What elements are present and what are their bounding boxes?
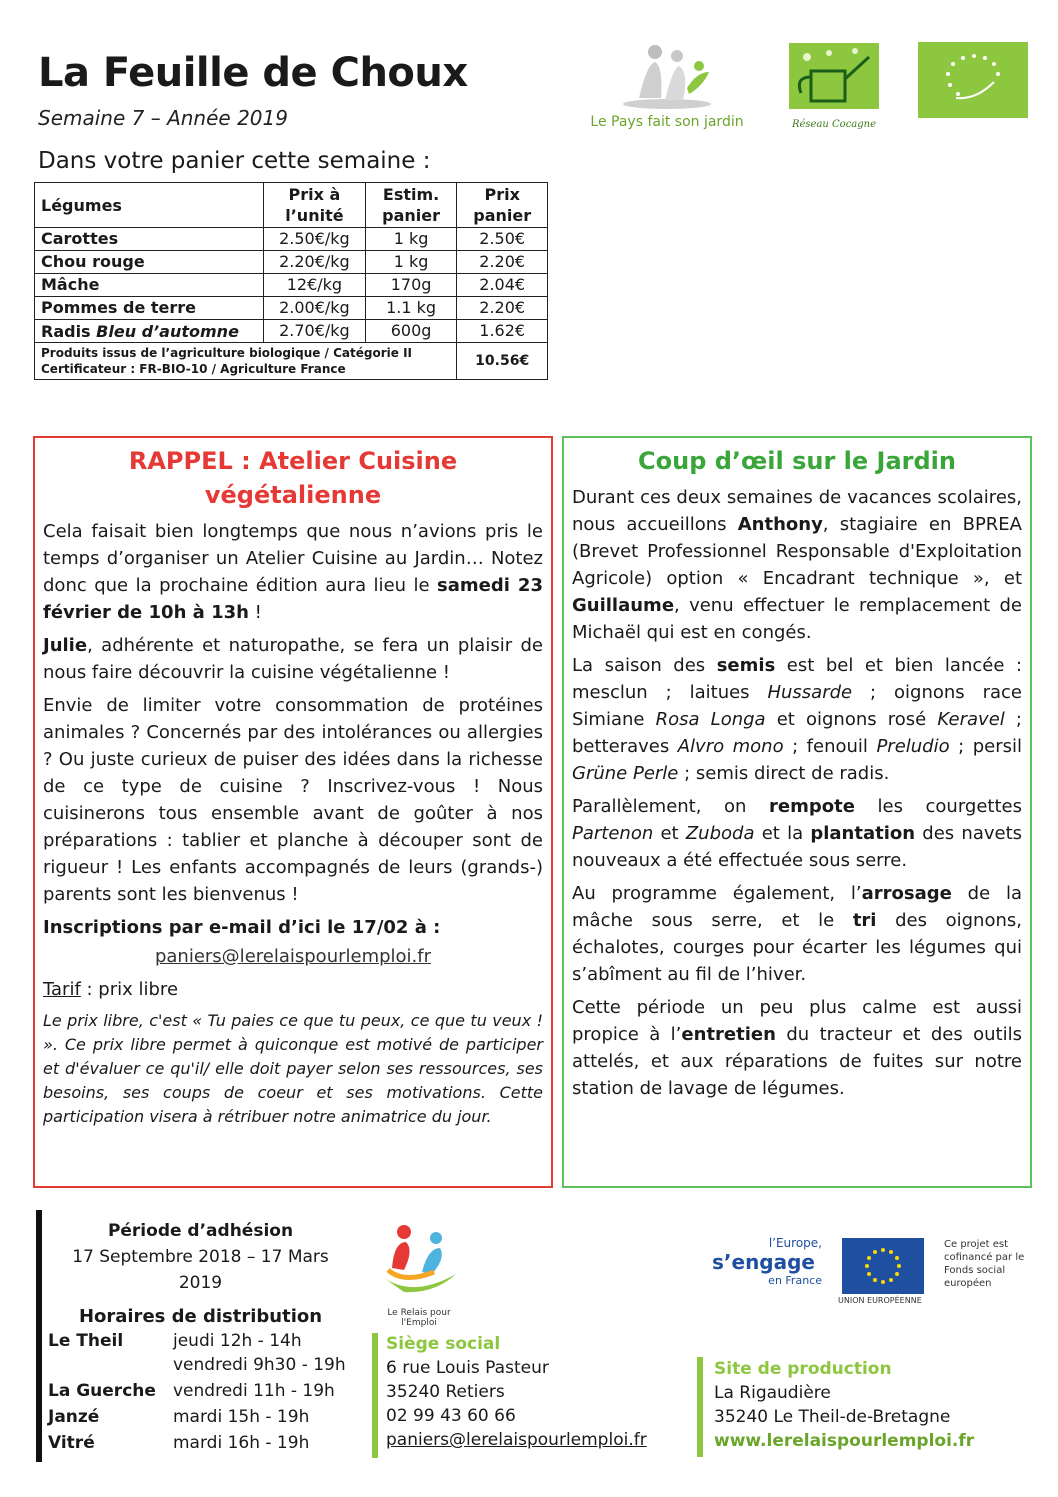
atelier-paragraph-3: Envie de limiter votre consommation de protéines animales ? Concernés par des intolérances ou allergies ? Ou juste curieux de puiser des idées dans la richesse de ce type de cuisine ? Inscrivez-vous ! Nous cuisinerons tous ensemble avant de goûter à nos préparations : tablier et planche à découper sont de rigueur ! Les enfants accompagnés de leurs (grands-) parents sont les bienvenus ! [43,695,543,905]
text-span: ; fenouil [783,736,877,757]
hours-city: La Guerche [48,1381,156,1401]
site-url-link[interactable]: www.lerelaispourlemploi.fr [714,1431,975,1451]
jardin-box [562,436,1032,1188]
footer-divider-bar [36,1210,42,1462]
site-divider-bar [697,1357,703,1457]
relais-people-icon [374,1222,464,1304]
hours-time: vendredi 11h - 19h [173,1381,335,1401]
veg-price: 2.50€ [457,228,548,251]
col-header-estimated: Estim. panier [365,183,457,228]
europe-line-1: l’Europe, [768,1236,822,1250]
variety: Zuboda [685,823,755,844]
veg-estimate: 1 kg [365,228,457,251]
atelier-prix-libre-note: Le prix libre, c'est « Tu paies ce que tu peux, ce que tu veux ! ». Ce prix libre permet à quiconque est motivé de participer et d'évaluer ce qu'il/ elle doit payer selon ses ressources, ses besoins, ses coups de coeur et ses motivations. Cette participation visera à rétribuer notre animatrice du jour. [43,1011,543,1126]
atelier-paragraph-1 [43,518,543,626]
atelier-email-link[interactable]: paniers@lerelaispourlemploi.fr [154,946,432,967]
variety: Partenon [572,823,654,844]
siege-title: Siège social [386,1334,501,1354]
jardin-paragraph-5 [572,994,1022,1102]
veg-price: 1.62€ [457,320,548,343]
eu-organic-leaf-icon [918,42,1028,118]
siege-divider-bar [372,1333,378,1458]
siege-social [386,1332,647,1452]
atelier-registration: Inscriptions par e-mail d’ici le 17/02 à : [43,917,441,938]
hours-row [48,1404,358,1430]
veg-name-part: Radis [41,321,97,341]
atelier-date: samedi 23 février de 10h à 13h [43,575,543,623]
text-span: des navets nouveaux a été effectuée sous serre. [572,823,1023,871]
membership-period [48,1218,353,1330]
atelier-tarif [43,976,543,1003]
certification-line-1: Produits issus de l’agriculture biologique / Catégorie II [41,346,413,360]
people-logo-icon [617,38,717,110]
basket-heading: Dans votre panier cette semaine : [38,148,431,174]
text-span: ; semis direct de radis. [678,763,890,784]
veg-name [35,320,264,343]
atelier-email-line [43,943,543,970]
hours-title: Horaires de distribution [78,1306,323,1327]
veg-price: 2.04€ [457,274,548,297]
col-header-vegetables: Légumes [35,183,264,228]
hours-time: mardi 15h - 19h [173,1407,310,1427]
keyword: plantation [810,823,916,844]
text-span: et oignons rosé [765,709,938,730]
text-span: de la mâche sous serre, et le [572,883,1022,931]
hours-row [48,1378,358,1404]
certification-note [35,343,457,380]
veg-price: 2.20€ [457,297,548,320]
veg-name: Carottes [35,228,264,251]
person-name: Guillaume [572,595,675,616]
text-span: et [653,823,686,844]
table-row [35,228,548,251]
pays-logo-text: Le Pays fait son jardin [590,114,744,130]
variety: Alvro mono [677,736,784,757]
variety: Rosa Longa [655,709,766,730]
person-name: Anthony [737,514,823,535]
relais-pour-emploi-logo [374,1222,464,1328]
variety: Hussarde [767,682,853,703]
hours-time: jeudi 12h - 14h [173,1331,302,1351]
text-span: Au programme également, l’ [572,883,862,904]
cocagne-logo-text: Réseau Cocagne [791,119,877,130]
text-span: , stagiaire en BPREA (Brevet Professionnel Responsable d'Exploitation Agricole) option « Encadrant technique », et [572,514,1022,589]
keyword: entretien [681,1024,776,1045]
certification-line-2: Certificateur : FR-BIO-10 / Agriculture France [41,362,346,376]
veg-estimate: 600g [365,320,457,343]
site-title: Site de production [714,1359,892,1379]
jardin-paragraph-4 [572,880,1022,988]
veg-unit-price: 12€/kg [264,274,366,297]
tarif-label: Tarif [43,979,81,1000]
veg-unit-price: 2.50€/kg [264,228,366,251]
fse-text: Ce projet est cofinancé par le Fonds social européen [944,1239,1025,1289]
veg-unit-price: 2.20€/kg [264,251,366,274]
veg-name: Chou rouge [35,251,264,274]
siege-email-link[interactable]: paniers@lerelaispourlemploi.fr [386,1430,647,1450]
table-row [35,297,548,320]
veg-name: Pommes de terre [35,297,264,320]
europe-sengage-logo [712,1236,822,1306]
europe-line-2: s’engage [712,1250,815,1274]
text-span: ! [248,602,262,623]
tarif-value: : prix libre [80,979,179,1000]
siege-phone: 02 99 43 60 66 [386,1406,516,1426]
hours-city: Le Theil [48,1331,124,1351]
text-span: ; oignons race Simiane [572,682,1022,730]
variety: Keravel [937,709,1005,730]
pays-fait-son-jardin-logo [582,38,752,138]
keyword: rempote [769,796,855,817]
keyword: tri [852,910,877,931]
table-row [35,274,548,297]
text-span: est bel et bien lancée : mesclun ; laitues [572,655,1023,703]
text-span: ; persil [949,736,1022,757]
text-span: , adhérente et naturopathe, se fera un plaisir de nous faire découvrir la cuisine végétalienne ! [43,635,543,683]
text-span: , venu effectuer le remplacement de Michaël qui est en congés. [572,595,1022,643]
reseau-cocagne-logo [789,43,879,138]
europe-line-3: en France [768,1274,822,1287]
hours-time: mardi 16h - 19h [173,1433,310,1453]
basket-table [34,182,548,380]
eu-label: UNION EUROPÉENNE [838,1296,922,1305]
page-title: La Feuille de Choux [38,50,468,96]
site-address-line: 35240 Le Theil-de-Bretagne [714,1407,951,1427]
variety: Preludio [876,736,950,757]
period-dates: 17 Septembre 2018 – 17 Mars 2019 [72,1247,329,1293]
keyword: arrosage [861,883,952,904]
veg-price: 2.20€ [457,251,548,274]
text-span: La saison des [572,655,717,676]
table-row [35,320,548,343]
atelier-paragraph-2 [43,632,543,686]
veg-estimate: 1.1 kg [365,297,457,320]
text-span: et la [754,823,811,844]
site-production [714,1357,974,1453]
text-span: Durant ces deux semaines de vacances scolaires, nous accueillons [572,487,1022,535]
page-subtitle: Semaine 7 – Année 2019 [38,106,288,130]
atelier-title: RAPPEL : Atelier Cuisine végétalienne [128,447,458,509]
jardin-paragraph-3 [572,793,1022,874]
hours-time: vendredi 9h30 - 19h [173,1355,346,1375]
basket-total: 10.56€ [457,343,548,380]
veg-variety: Bleu d’automne [96,321,239,341]
veg-unit-price: 2.70€/kg [264,320,366,343]
col-header-unit-price: Prix à l’unité [264,183,366,228]
siege-address-line: 35240 Retiers [386,1382,505,1402]
hours-row [48,1430,358,1456]
text-span: du tracteur et des outils attelés, et aux réparations de fuites sur notre station de lavage de légumes. [572,1024,1022,1099]
veg-estimate: 170g [365,274,457,297]
relais-logo-text: Le Relais pour l'Emploi [387,1308,451,1328]
eu-flag-icon [842,1238,924,1294]
text-span: Parallèlement, on [572,796,770,817]
keyword: semis [716,655,776,676]
table-footer-row [35,343,548,380]
hours-row [48,1352,358,1378]
jardin-title: Coup d’œil sur le Jardin [638,447,956,475]
text-span: Cette période un peu plus calme est aussi propice à l’ [572,997,1022,1045]
text-span: Cela faisait bien longtemps que nous n’avions pris le temps d’organiser un Atelier Cuisine au Jardin… Notez donc que la prochaine édition aura lieu le [43,521,543,596]
veg-unit-price: 2.00€/kg [264,297,366,320]
hours-city [48,1352,173,1378]
hours-row [48,1328,358,1354]
hours-city: Janzé [48,1407,100,1427]
veg-name: Mâche [35,274,264,297]
distribution-hours [48,1328,358,1456]
jardin-paragraph-2 [572,652,1022,787]
hours-city: Vitré [48,1433,95,1453]
variety: Grüne Perle [572,763,679,784]
site-address-line: La Rigaudière [714,1383,831,1403]
text-span: les courgettes [854,796,1022,817]
col-header-basket-price: Prix panier [457,183,548,228]
person-name: Julie [43,635,88,656]
period-title: Période d’adhésion [107,1221,294,1241]
veg-estimate: 1 kg [365,251,457,274]
table-header-row [35,183,548,228]
text-span: des oignons, échalotes, courges pour écarter les légumes qui s’abîment au fil de l’hiver. [572,910,1022,985]
watering-can-icon [789,43,879,109]
table-row [35,251,548,274]
siege-address-line: 6 rue Louis Pasteur [386,1358,549,1378]
jardin-paragraph-1 [572,484,1022,646]
text-span: ; betteraves [572,709,1022,757]
atelier-box [33,436,553,1188]
